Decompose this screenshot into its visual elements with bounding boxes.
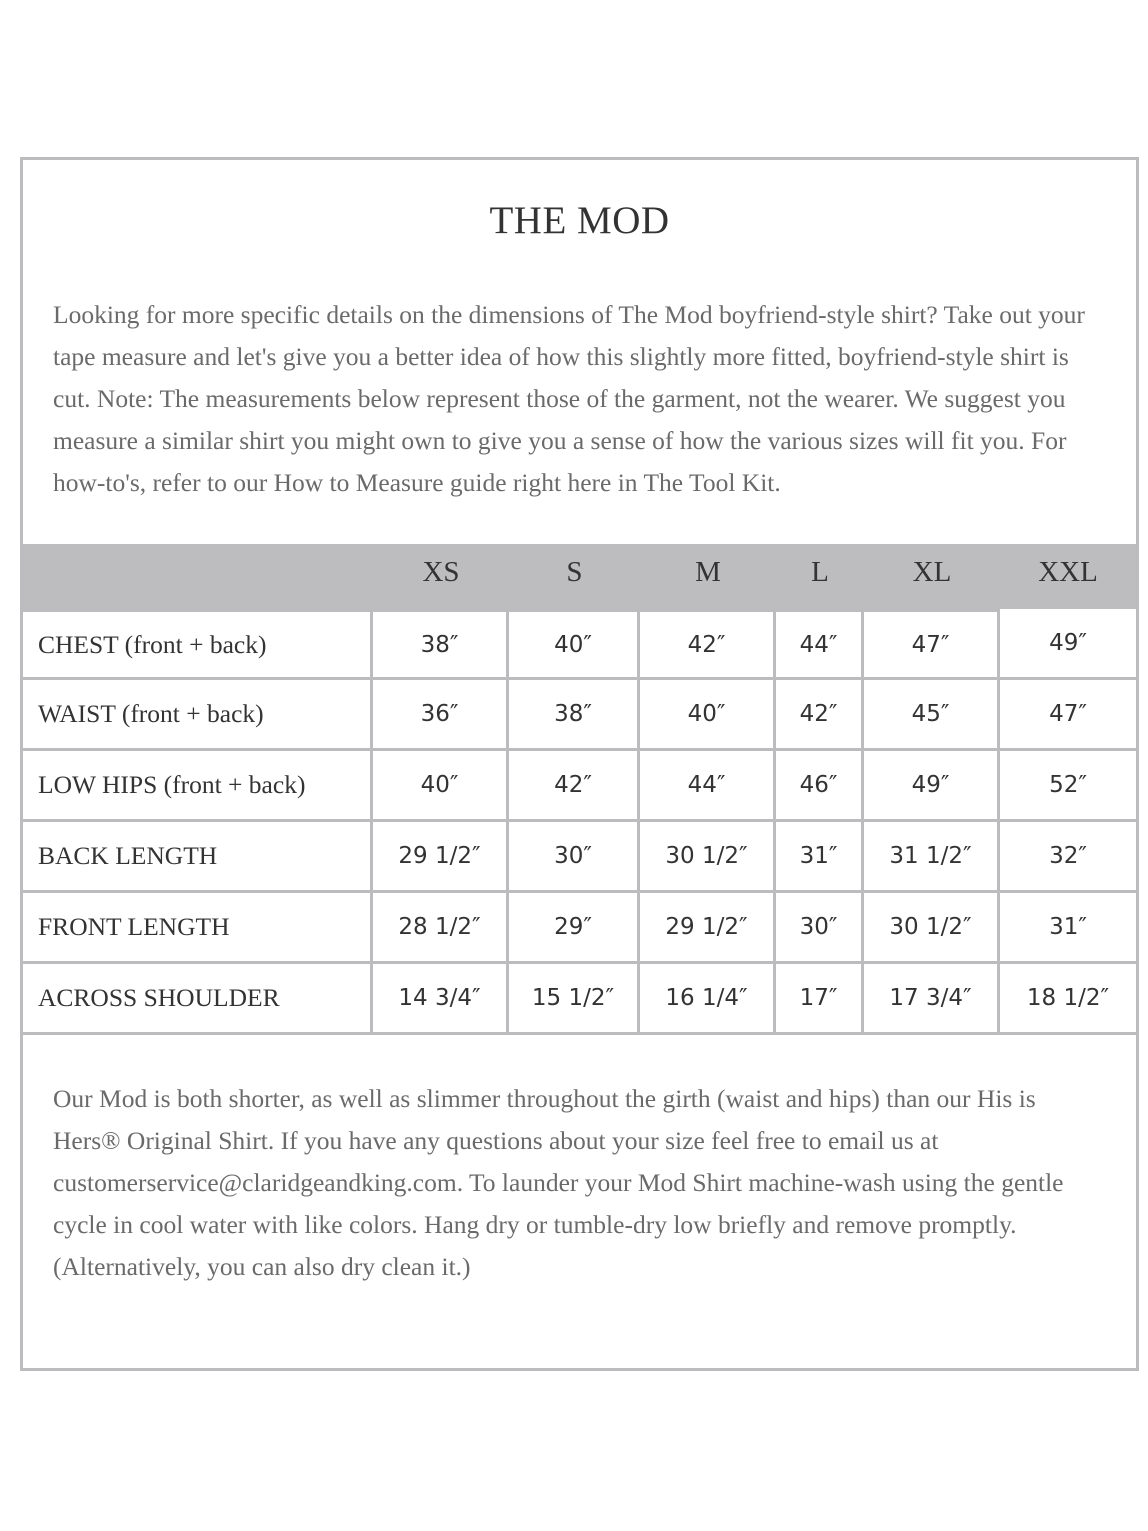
measurement-cell: 38″: [509, 680, 640, 751]
measurement-cell: 31″: [1000, 893, 1136, 964]
measurement-cell: 40″: [640, 680, 776, 751]
row-label: WAIST (front + back): [23, 680, 373, 751]
measurement-cell: 14 3/4″: [373, 964, 509, 1035]
measurement-cell: 31 1/2″: [864, 822, 1000, 893]
measurement-cell: 47″: [1000, 680, 1136, 751]
table-row: [23, 893, 1136, 964]
measurement-cell: 44″: [776, 609, 864, 680]
measurement-cell: 29″: [509, 893, 640, 964]
page-title: THE MOD: [489, 199, 670, 242]
measurement-cell: 45″: [864, 680, 1000, 751]
measurement-cell: 32″: [1000, 822, 1136, 893]
row-label: BACK LENGTH: [23, 822, 373, 893]
table-row: [23, 609, 1136, 680]
measurement-cell: 49″: [1000, 609, 1136, 680]
size-header-xs: XS: [422, 556, 460, 588]
size-header-xxl: XXL: [1038, 556, 1098, 588]
care-paragraph: Our Mod is both shorter, as well as slimmer throughout the girth (waist and hips) than our His is Hers® Original Shirt. If you have any questions about your size feel free to email us at customerservice@claridgeandking.com. To launder your Mod Shirt machine-wash using the gentle cycle in cool water with like colors. Hang dry or tumble-dry low briefly and remove promptly. (Alternatively, you can also dry clean it.): [53, 1084, 1064, 1281]
row-label: CHEST (front + back): [23, 609, 373, 680]
row-label: LOW HIPS (front + back): [23, 751, 373, 822]
size-chart-panel: [20, 157, 1139, 1371]
measurement-cell: 30″: [776, 893, 864, 964]
table-row: [23, 822, 1136, 893]
measurement-cell: 52″: [1000, 751, 1136, 822]
measurement-cell: 38″: [373, 609, 509, 680]
measurement-cell: 42″: [509, 751, 640, 822]
measurement-cell: 17″: [776, 964, 864, 1035]
size-header-m: M: [695, 556, 721, 588]
table-row: [23, 964, 1136, 1035]
measurement-cell: 30 1/2″: [640, 822, 776, 893]
measurement-cell: 30″: [509, 822, 640, 893]
size-header-row: [23, 544, 1136, 609]
row-label: ACROSS SHOULDER: [23, 964, 373, 1035]
measurement-cell: 36″: [373, 680, 509, 751]
intro-paragraph: Looking for more specific details on the dimensions of The Mod boyfriend-style shirt? Take out your tape measure and let's give you a better idea of how this slightly more fitted, boyfriend-style shirt is cut. Note: The measurements below represent those of the garment, not the wearer. We suggest you measure a similar shirt you might own to give you a sense of how the various sizes will fit you. For how-to's, refer to our How to Measure guide right here in The Tool Kit.: [53, 300, 1085, 497]
measurement-cell: 15 1/2″: [509, 964, 640, 1035]
measurement-cell: 16 1/4″: [640, 964, 776, 1035]
table-row: [23, 680, 1136, 751]
measurement-cell: 28 1/2″: [373, 893, 509, 964]
measurement-cell: 40″: [373, 751, 509, 822]
measurement-cell: 18 1/2″: [1000, 964, 1136, 1035]
measurement-cell: 42″: [640, 609, 776, 680]
size-header-xl: XL: [912, 556, 952, 588]
measurement-cell: 47″: [864, 609, 1000, 680]
measurement-cell: 31″: [776, 822, 864, 893]
size-header-s: S: [566, 556, 583, 588]
measurement-cell: 42″: [776, 680, 864, 751]
measurement-cell: 49″: [864, 751, 1000, 822]
measurement-cell: 40″: [509, 609, 640, 680]
measurement-cell: 30 1/2″: [864, 893, 1000, 964]
measurement-cell: 44″: [640, 751, 776, 822]
table-row: [23, 751, 1136, 822]
measurement-cell: 17 3/4″: [864, 964, 1000, 1035]
row-label: FRONT LENGTH: [23, 893, 373, 964]
measurement-cell: 46″: [776, 751, 864, 822]
measurement-cell: 29 1/2″: [373, 822, 509, 893]
size-header-l: L: [811, 556, 829, 588]
measurement-cell: 29 1/2″: [640, 893, 776, 964]
